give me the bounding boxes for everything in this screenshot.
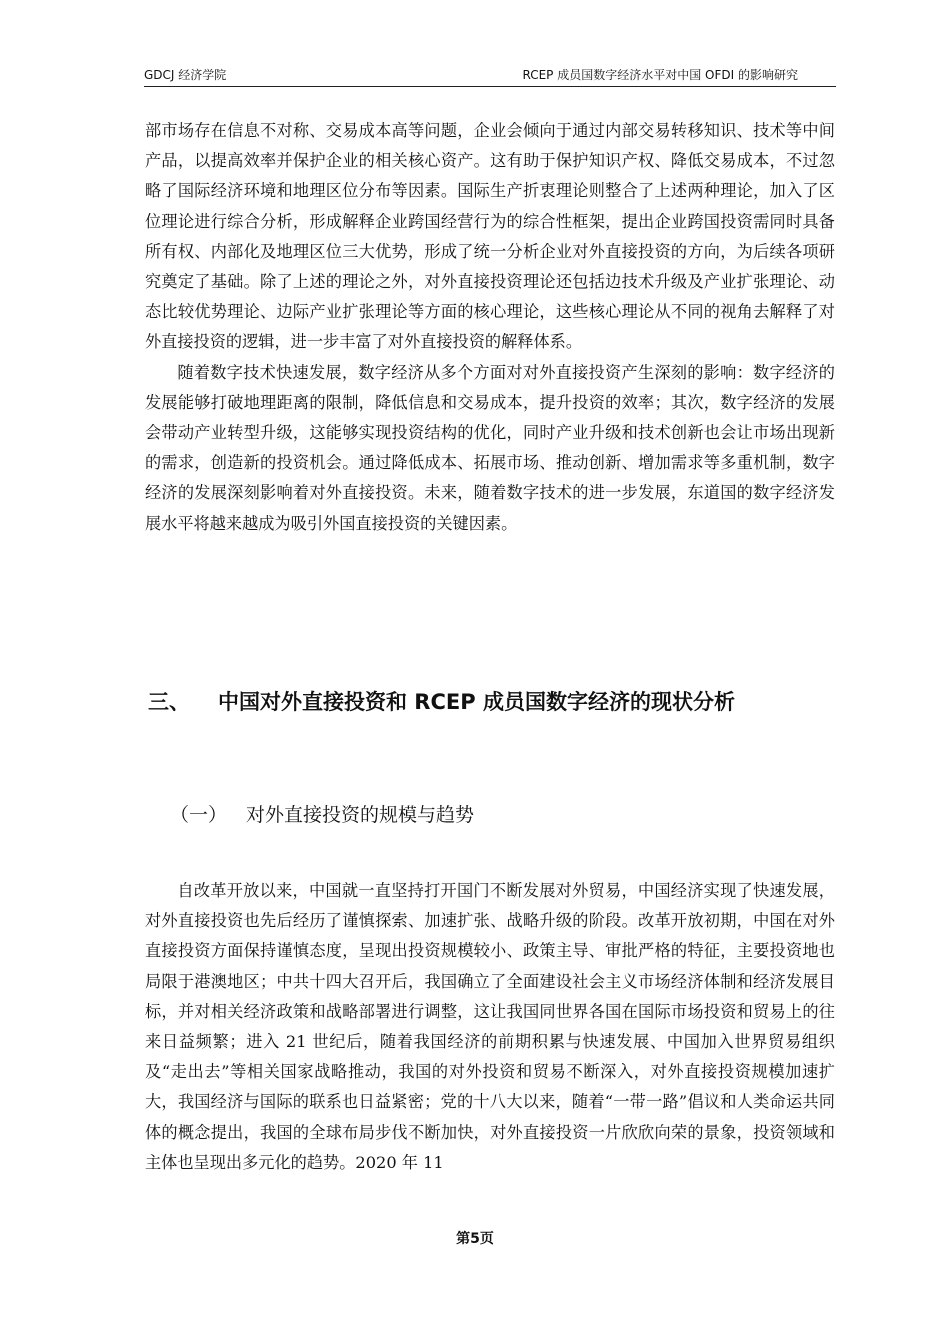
body-section-2 <box>145 876 835 1178</box>
page-header <box>144 66 836 87</box>
paragraph-ofdi-history: 自改革开放以来，中国就一直坚持打开国门不断发展对外贸易，中国经济实现了快速发展，对外直接投资也先后经历了谨慎探索、加速扩张、战略升级的阶段。改革开放初期，中国在对外直接投资方面保持谨慎态度，呈现出投资规模较小、政策主导、审批严格的特征，主要投资地也局限于港澳地区；中共十四大召开后，我国确立了全面建设社会主义市场经济体制和经济发展目标，并对相关经济政策和战略部署进行调整，这让我国同世界各国在国际市场投资和贸易上的往来日益频繁；进入 21 世纪后，随着我国经济的前期积累与快速发展、中国加入世界贸易组织及“走出去”等相关国家战略推动，我国的对外投资和贸易不断深入，对外直接投资规模加速扩大，我国经济与国际的联系也日益紧密；党的十八大以来，随着“一带一路”倡议和人类命运共同体的概念提出，我国的全球布局步伐不断加快，对外直接投资一片欣欣向荣的景象，投资领域和主体也呈现出多元化的趋势。2020 年 11 <box>145 881 835 1172</box>
page-number: 第5页 <box>456 1231 494 1247</box>
section-title: 中国对外直接投资和 RCEP 成员国数字经济的现状分析 <box>218 690 735 714</box>
subsection-heading <box>170 800 474 827</box>
header-institution: GDCJ 经济学院 <box>144 68 227 82</box>
header-paper-title: RCEP 成员国数字经济水平对中国 OFDI 的影响研究 <box>522 68 798 82</box>
paragraph-digital-economy: 随着数字技术快速发展，数字经济从多个方面对对外直接投资产生深刻的影响：数字经济的发展能够打破地理距离的限制，降低信息和交易成本，提升投资的效率；其次，数字经济的发展会带动产业转型升级，这能够实现投资结构的优化，同时产业升级和技术创新也会让市场出现新的需求，创造新的投资机会。通过降低成本、拓展市场、推动创新、增加需求等多重机制，数字经济的发展深刻影响着对外直接投资。未来，随着数字技术的进一步发展，东道国的数字经济发展水平将越来越成为吸引外国直接投资的关键因素。 <box>145 362 835 533</box>
subsection-number: （一） <box>170 804 228 826</box>
body-section-1 <box>145 116 835 539</box>
paragraph-continued: 部市场存在信息不对称、交易成本高等问题，企业会倾向于通过内部交易转移知识、技术等中间产品，以提高效率并保护企业的相关核心资产。这有助于保护知识产权、降低交易成本，不过忽略了国际经济环境和地理区位分布等因素。国际生产折衷理论则整合了上述两种理论，加入了区位理论进行综合分析，形成解释企业跨国经营行为的综合性框架，提出企业跨国投资需同时具备所有权、内部化及地理区位三大优势，形成了统一分析企业对外直接投资的方向，为后续各项研究奠定了基础。除了上述的理论之外，对外直接投资理论还包括边技术升级及产业扩张理论、动态比较优势理论、边际产业扩张理论等方面的核心理论，这些核心理论从不同的视角去解释了对外直接投资的逻辑，进一步丰富了对外直接投资的解释体系。 <box>145 121 835 352</box>
subsection-title: 对外直接投资的规模与趋势 <box>246 804 475 826</box>
section-heading <box>148 686 848 716</box>
section-number: 三、 <box>148 690 190 714</box>
